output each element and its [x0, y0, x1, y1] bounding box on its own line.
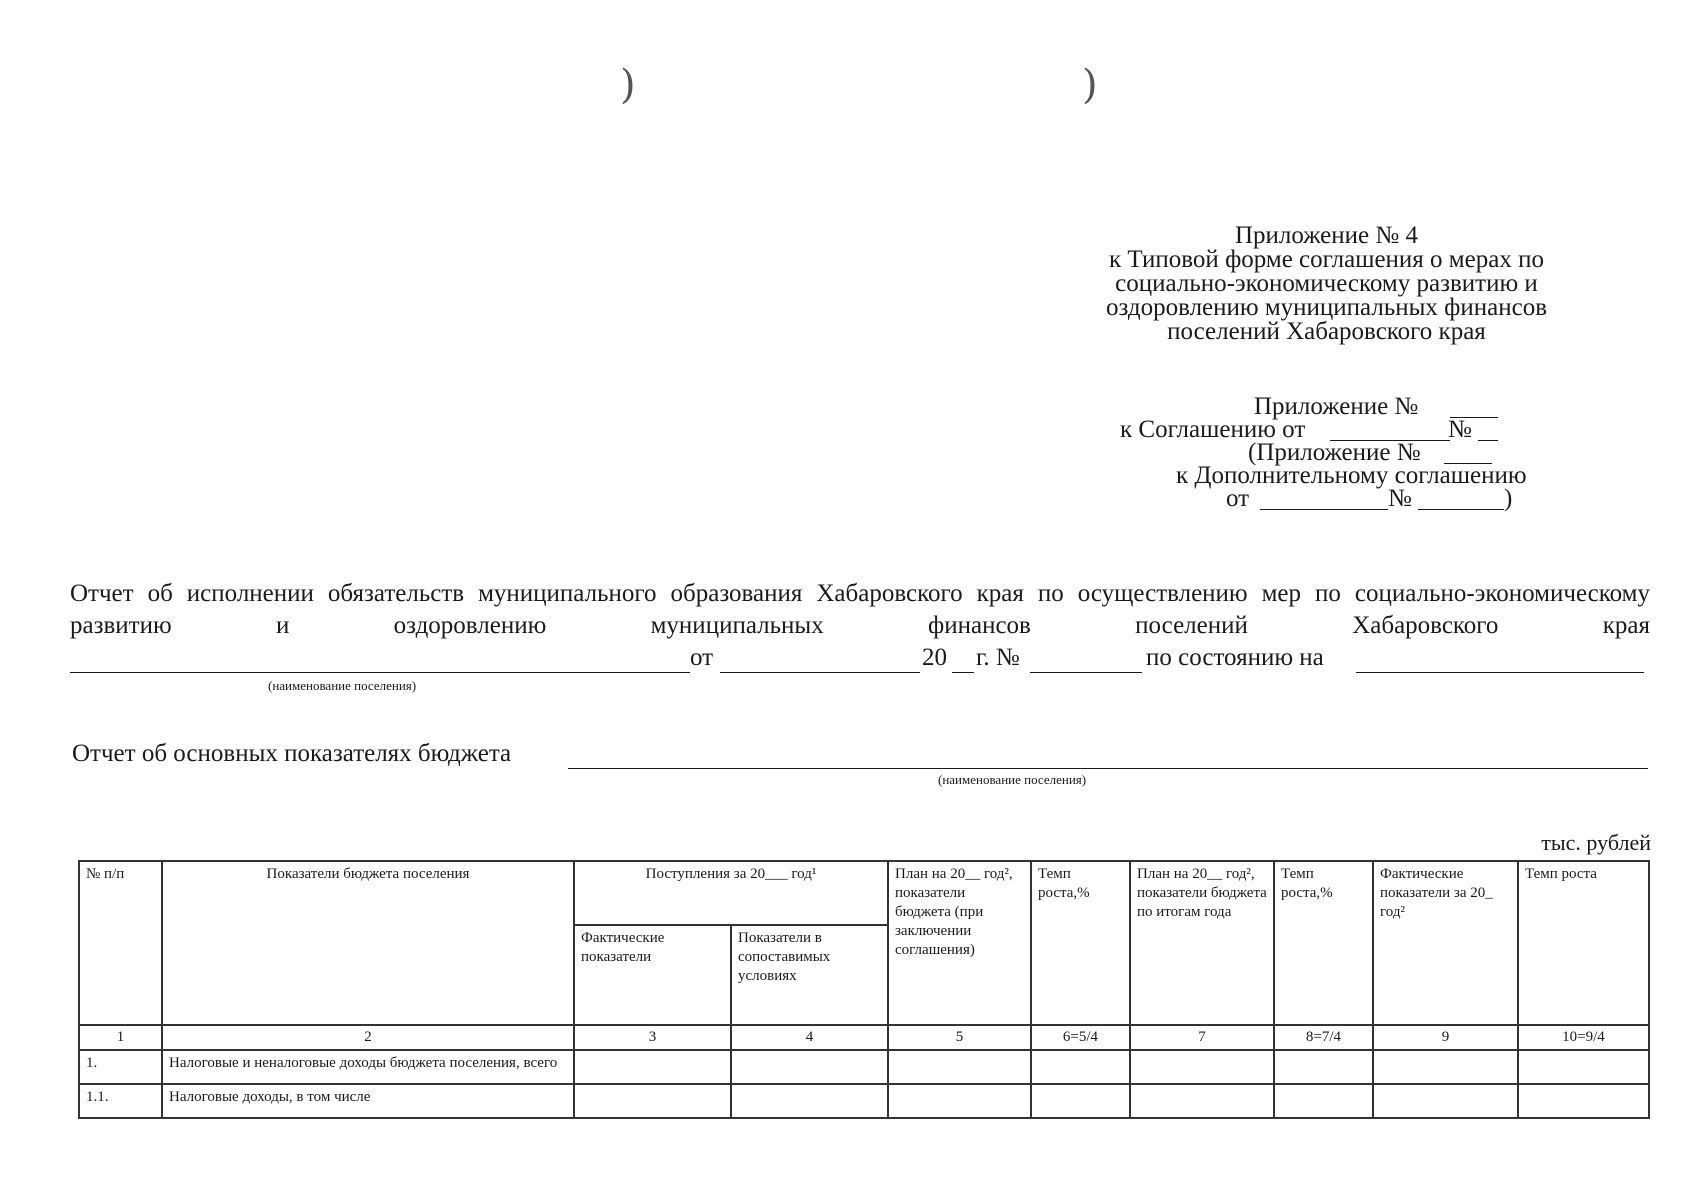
- scan-mark-left: ): [620, 62, 636, 108]
- header-plan-year-end: План на 20__ год², показатели бюджета по итогам года: [1130, 861, 1274, 1025]
- row-number: 1.: [79, 1050, 162, 1084]
- header-growth-rate-3: Темп роста: [1518, 861, 1649, 1025]
- agreement-number-blank: [1478, 440, 1498, 441]
- header-growth-rate-2: Темп роста,%: [1274, 861, 1373, 1025]
- column-number: 4: [731, 1025, 888, 1050]
- appendix-line: оздоровлению муниципальных финансов: [1105, 294, 1547, 321]
- report-title: Отчет об исполнении обязательств муниципального образования Хабаровского края по осуществлению мер по социально-экономическому развитию и оздоровлению муниципальных финансов поселений Хабаровского края: [70, 580, 1650, 639]
- header-growth-rate-1: Темп роста,%: [1031, 861, 1130, 1025]
- report-state-date-blank: [1356, 672, 1644, 673]
- table-row: [79, 1084, 1649, 1118]
- report-year-label: 20: [922, 644, 947, 671]
- budget-indicators-table: [78, 860, 1650, 1119]
- column-number: 3: [574, 1025, 731, 1050]
- report-year-blank: [952, 672, 974, 673]
- table-cell: [1518, 1050, 1649, 1084]
- agreement-number-label: №: [1448, 416, 1472, 443]
- header-comparable: Показатели в сопоставимых условиях: [731, 925, 888, 1025]
- column-number: 6=5/4: [1031, 1025, 1130, 1050]
- header-row-number: № п/п: [79, 861, 162, 1025]
- appendix-line: социально-экономическому развитию и: [1115, 270, 1538, 297]
- report-number-label: г. №: [976, 644, 1020, 671]
- row-indicator-name: Налоговые и неналоговые доходы бюджета поселения, всего: [162, 1050, 574, 1084]
- settlement-name-caption: (наименование поселения): [268, 678, 417, 693]
- table-cell: [888, 1084, 1031, 1118]
- header-indicator-name: Показатели бюджета поселения: [162, 861, 574, 1025]
- table-cell: [574, 1050, 731, 1084]
- header-receipts-group: Поступления за 20___ год¹: [574, 861, 888, 925]
- budget-report-title: Отчет об основных показателях бюджета: [72, 740, 512, 767]
- table-cell: [1274, 1050, 1373, 1084]
- appendix-agreement-block: [1120, 395, 1600, 525]
- column-number: 9: [1373, 1025, 1518, 1050]
- column-number: 1: [79, 1025, 162, 1050]
- column-number: 2: [162, 1025, 574, 1050]
- appendix-line: к Типовой форме соглашения о мерах по: [1109, 246, 1544, 273]
- supplementary-date-blank: [1260, 509, 1388, 510]
- column-number: 7: [1130, 1025, 1274, 1050]
- units-label: тыс. рублей: [1541, 830, 1651, 855]
- column-number: 8=7/4: [1274, 1025, 1373, 1050]
- table-cell: [1373, 1084, 1518, 1118]
- budget-settlement-caption: (наименование поселения): [938, 772, 1087, 787]
- header-actual: Фактические показатели: [574, 925, 731, 1025]
- table-cell: [1130, 1050, 1274, 1084]
- header-plan-at-agreement: План на 20__ год², показатели бюджета (при заключении соглашения): [888, 861, 1031, 1025]
- table-cell: [731, 1084, 888, 1118]
- header-actual-indicators: Фактические показатели за 20_ год²: [1373, 861, 1518, 1025]
- supplementary-agreement-label: к Дополнительному соглашению: [1176, 462, 1527, 489]
- table-cell: [1031, 1084, 1130, 1118]
- settlement-name-blank: [70, 672, 690, 673]
- report-from-label: от: [690, 644, 714, 671]
- appendix-line: Приложение № 4: [1234, 222, 1418, 249]
- report-date-blank: [720, 672, 920, 673]
- column-number: 10=9/4: [1518, 1025, 1649, 1050]
- supplementary-appendix-label: (Приложение №: [1248, 439, 1421, 466]
- appendix-number-label: Приложение №: [1254, 393, 1419, 420]
- column-number: 5: [888, 1025, 1031, 1050]
- appendix-line: поселений Хабаровского края: [1167, 318, 1486, 345]
- table-cell: [1518, 1084, 1649, 1118]
- report-title-line3: [70, 642, 1650, 674]
- supplementary-number-label: №: [1388, 485, 1412, 512]
- table-cell: [1031, 1050, 1130, 1084]
- table-cell: [1274, 1084, 1373, 1118]
- table-cell: [888, 1050, 1031, 1084]
- table-cell: [731, 1050, 888, 1084]
- appendix-standard-block: [1106, 224, 1547, 344]
- scan-mark-right: ): [1082, 62, 1098, 108]
- supplementary-close-paren: ): [1504, 485, 1513, 512]
- report-state-label: по состоянию на: [1146, 644, 1324, 671]
- table-row: [79, 1050, 1649, 1084]
- supplementary-number-blank: [1418, 509, 1504, 510]
- row-number: 1.1.: [79, 1084, 162, 1118]
- table-cell: [574, 1084, 731, 1118]
- report-number-blank: [1030, 672, 1142, 673]
- budget-settlement-blank: [568, 768, 1648, 769]
- supplementary-date-label: от: [1226, 485, 1250, 512]
- row-indicator-name: Налоговые доходы, в том числе: [162, 1084, 574, 1118]
- agreement-date-label: к Соглашению от: [1120, 416, 1306, 443]
- table-cell: [1373, 1050, 1518, 1084]
- table-cell: [1130, 1084, 1274, 1118]
